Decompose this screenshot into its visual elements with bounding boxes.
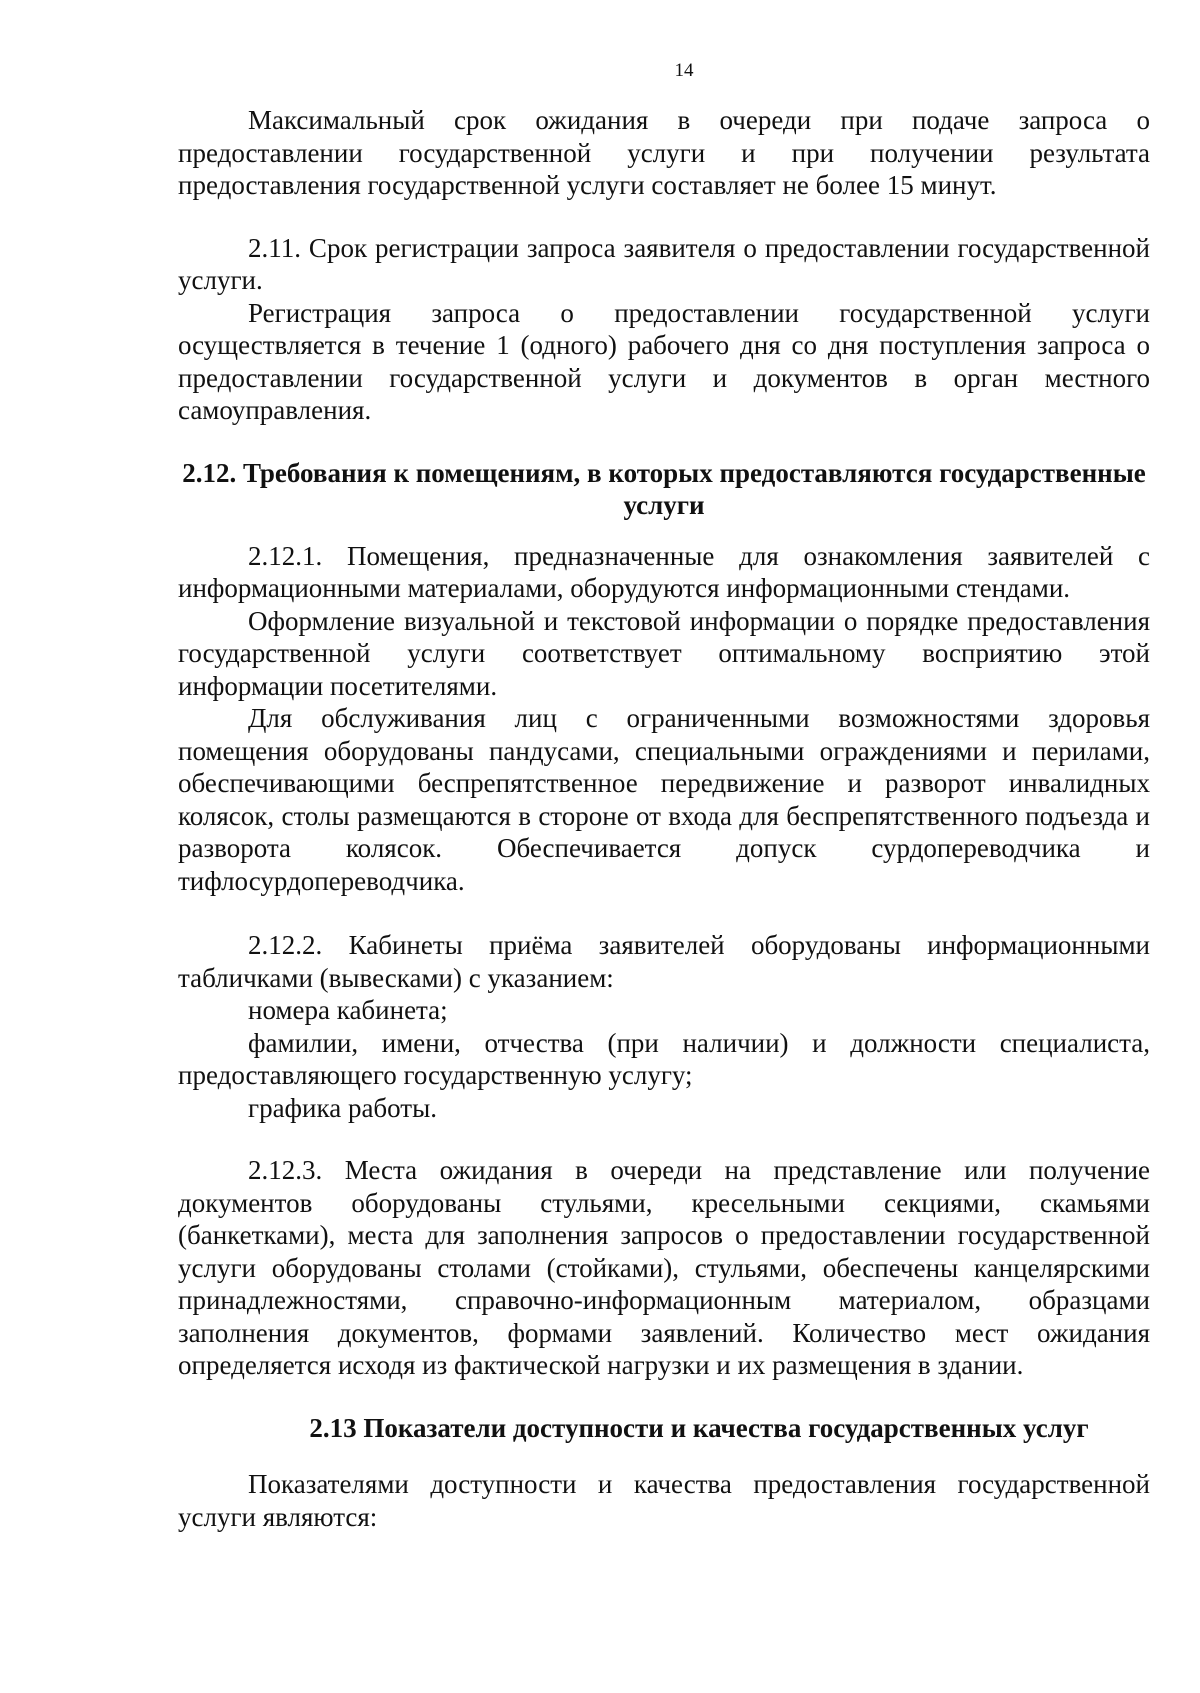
paragraph-max-wait-time: Максимальный срок ожидания в очереди при подаче запроса о предоставлении государственной услуги и при получении результата предоставления государственной услуги составляет не более 15 минут. (178, 105, 1150, 200)
list-item-specialist-name: фамилии, имени, отчества (при наличии) и должности специалиста, предоставляющего государственную услугу; (178, 1027, 1150, 1090)
page-number: 14 (674, 60, 694, 81)
paragraph-indicators: Показателями доступности и качества предоставления государственной услуги являются: (178, 1469, 1150, 1532)
section-heading-2-12: 2.12. Требования к помещениям, в которых предоставляются государственные услуги (182, 457, 1146, 520)
list-item-room-number: номера кабинета; (248, 995, 448, 1025)
paragraph-2-11-title: 2.11. Срок регистрации запроса заявителя о предоставлении государственной услуги. (178, 232, 1150, 295)
paragraph-2-12-2: 2.12.2. Кабинеты приёма заявителей оборудованы информационными табличками (вывесками) с указанием: (178, 930, 1150, 993)
list-item-work-schedule: графика работы. (248, 1092, 437, 1123)
document-page (178, 60, 1150, 1533)
paragraph-visual-info: Оформление визуальной и текстовой информации о порядке предоставления государственной услуги соответствует оптимальному восприятию этой информации посетителями. (178, 605, 1150, 701)
paragraph-accessibility: Для обслуживания лиц с ограниченными возможностями здоровья помещения оборудованы пандусами, специальными ограждениями и перилами, обеспечивающими беспрепятственное передвижение и разворот инвалидных колясок, столы размещаются в стороне от входа для беспрепятственного подъезда и разворота колясок. Обеспечивается допуск сурдопереводчика и тифлосурдопереводчика. (178, 703, 1150, 896)
section-heading-2-13: 2.13 Показатели доступности и качества государственных услуг (309, 1412, 1089, 1443)
paragraph-2-12-1: 2.12.1. Помещения, предназначенные для ознакомления заявителей с информационными материалами, оборудуются информационными стендами. (178, 540, 1150, 603)
paragraph-2-12-3: 2.12.3. Места ожидания в очереди на представление или получение документов оборудованы стульями, кресельными секциями, скамьями (банкетками), места для заполнения запросов о предоставлении государственной услуги оборудованы столами (стойками), стульями, обеспечены канцелярскими принадлежностями, справочно-информационным материалом, образцами заполнения документов, формами заявлений. Количество мест ожидания определяется исходя из фактической нагрузки и их размещения в здании. (178, 1155, 1150, 1380)
paragraph-registration: Регистрация запроса о предоставлении государственной услуги осуществляется в течение 1 (одного) рабочего дня со дня поступления запроса о предоставлении государственной услуги и документов в орган местного самоуправления. (178, 297, 1150, 425)
